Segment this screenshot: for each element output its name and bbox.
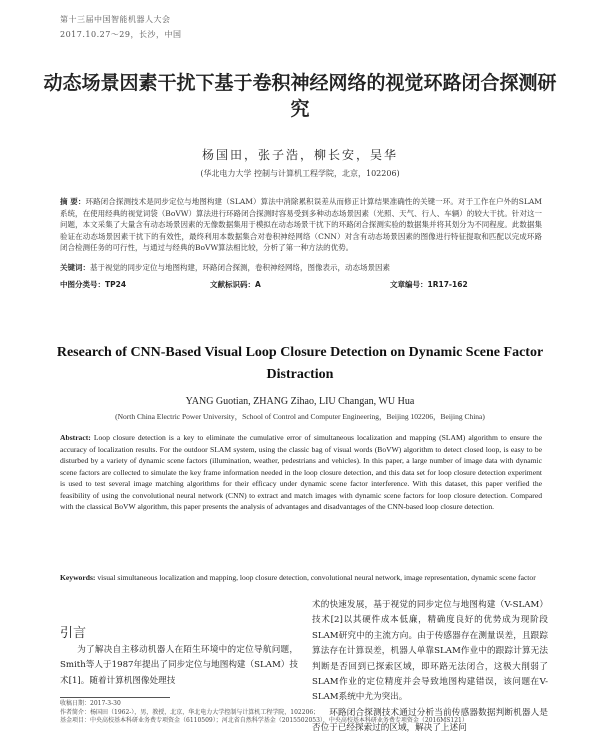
affiliation-chinese: (华北电力大学 控制与计算机工程学院，北京，102206) [200,169,400,178]
document-code: 文献标识码：A [210,280,261,289]
affiliation-english: (North China Electric Power University，School of Control and Computer Engineering，Beijing 102206，Beijing China) [115,412,485,421]
abstract-chinese-label: 摘 要： [60,197,86,206]
abstract-english-text: Loop closure detection is a key to eliminate the cumulative error of simultaneous localization and mapping (SLAM) algorithm to ensure the accuracy of localization results. For the outdoor SLAM system, using the classic bag of visual words (BoVW) algorithm to detect closed loop, is easy to be disturbed by a variety of dynamic scene factors (illumination, weather, pedestrians and vehicles). In this paper, a large number of image data with dynamic scene factors are collected to simulate the key frame information needed in the loop closure detection, and this data set for loop closure detection experiment is used to test several image matching algorithms for their efficacy under dynamic scene factor interference. With this dataset, this paper verified the feasibility of using the convolutional neural network (CNN) to extract and match images with dynamic scene factors for loop closure detection. Compared with the classical BoVW algorithm, this paper presents the analysis of advantages and disadvantages of the CNN-based loop closure detection. [60,433,542,511]
conference-date: 2017.10.27～29，长沙，中国 [60,30,182,39]
authors-english: YANG Guotian, ZHANG Zihao, LIU Changan, WU Hua [185,396,415,407]
footnotes [60,700,468,726]
keywords-english-text: visual simultaneous localization and mapping, loop closure detection, convolutional neural network, image representation, dynamic scene factor [97,573,536,582]
clc-number: 中图分类号：TP24 [60,280,127,289]
keywords-chinese-text: 基于视觉的同步定位与地图构建，环路闭合探测，卷积神经网络，图像表示，动态场景因素 [90,263,390,272]
footnote-fund: 基金项目：中央高校基本科研业务费专项资金（6110509）；河北省自然科学基金（2015502053），中央高校基本科研业务费专项资金（2016MS121） [60,717,468,725]
intro-right-paragraph-2: 环路闭合探测技术通过分析当前传感器数据判断机器人是否位于已经探索过的区域，解决了上述问 [312,707,548,734]
intro-left-column: 为了解决自主移动机器人在陌生环境中的定位导航问题，Smith等人于1987年提出了同步定位与地图构建（SLAM）技术[1]。随着计算机图像处理技 [60,645,298,686]
conference-header: 第十三届中国智能机器人大会 [60,15,171,24]
title-chinese: 动态场景因素干扰下基于卷积神经网络的视觉环路闭合探测研究 [43,72,557,120]
footnote-divider [60,697,170,698]
abstract-english [60,432,542,513]
authors-chinese: 杨国田，张子浩，柳长安，吴华 [201,148,398,162]
keywords-english [60,572,542,584]
abstract-english-label: Abstract: [60,433,91,442]
keywords-chinese-label: 关键词： [60,263,90,272]
intro-right-paragraph-1: 术的快速发展，基于视觉的同步定位与地图构建（V-SLAM）技术[2]以其硬件成本低廉，精确度良好的优势成为现阶段SLAM研究中的主流方向。由于传感器存在测量误差，且跟踪算法存在计算误差，机器人单靠SLAM作业中的跟踪计算无法判断是否回到已探索区域，即环路无法闭合，这极大削弱了SLAM作业的定位精度并会导致地图构建错误，该问题在V-SLAM系统中尤为突出。 [312,600,548,703]
title-english: Research of CNN-Based Visual Loop Closure Detection on Dynamic Scene Factor Distraction [56,345,544,382]
intro-right-column [312,598,548,737]
keywords-chinese [60,262,542,273]
keywords-english-label: Keywords: [60,573,96,582]
abstract-chinese-text: 环路闭合探测技术是同步定位与地图构建（SLAM）算法中消除累积误差从而修正计算结果准确性的关键一环。对于工作在户外的SLAM系统，在使用经典的视觉词袋（BoVW）算法进行环路闭合探测时容易受到多种动态场景因素（光照、天气、行人、车辆）的较大干扰。针对这一问题，本文采集了大量含有动态场景因素的无像数据集用于模拟在动态场景干扰下的环路闭合探测实验的数据集并将其划分为不同程度。此数据集验证在动态场景因素干扰下的有效性，最终利用本数据集合对卷积神经网络（CNN）对含有动态场景因素的图像进行特征提取和匹配以完成环路闭合检测任务的可行性，与通过与经典的BoVW算法相比较，分析了第一种方法的优势。 [60,197,542,253]
footnote-received: 收稿日期：2017-3-30 [60,700,121,707]
footnote-author: 作者简介：杨国田（1962-），男，教授，北京，华北电力大学控制与计算机工程学院，102206； [60,708,320,716]
introduction-heading: 引言 [60,626,87,641]
article-number: 文章编号：1R17-162 [390,280,468,289]
abstract-chinese [60,196,542,254]
